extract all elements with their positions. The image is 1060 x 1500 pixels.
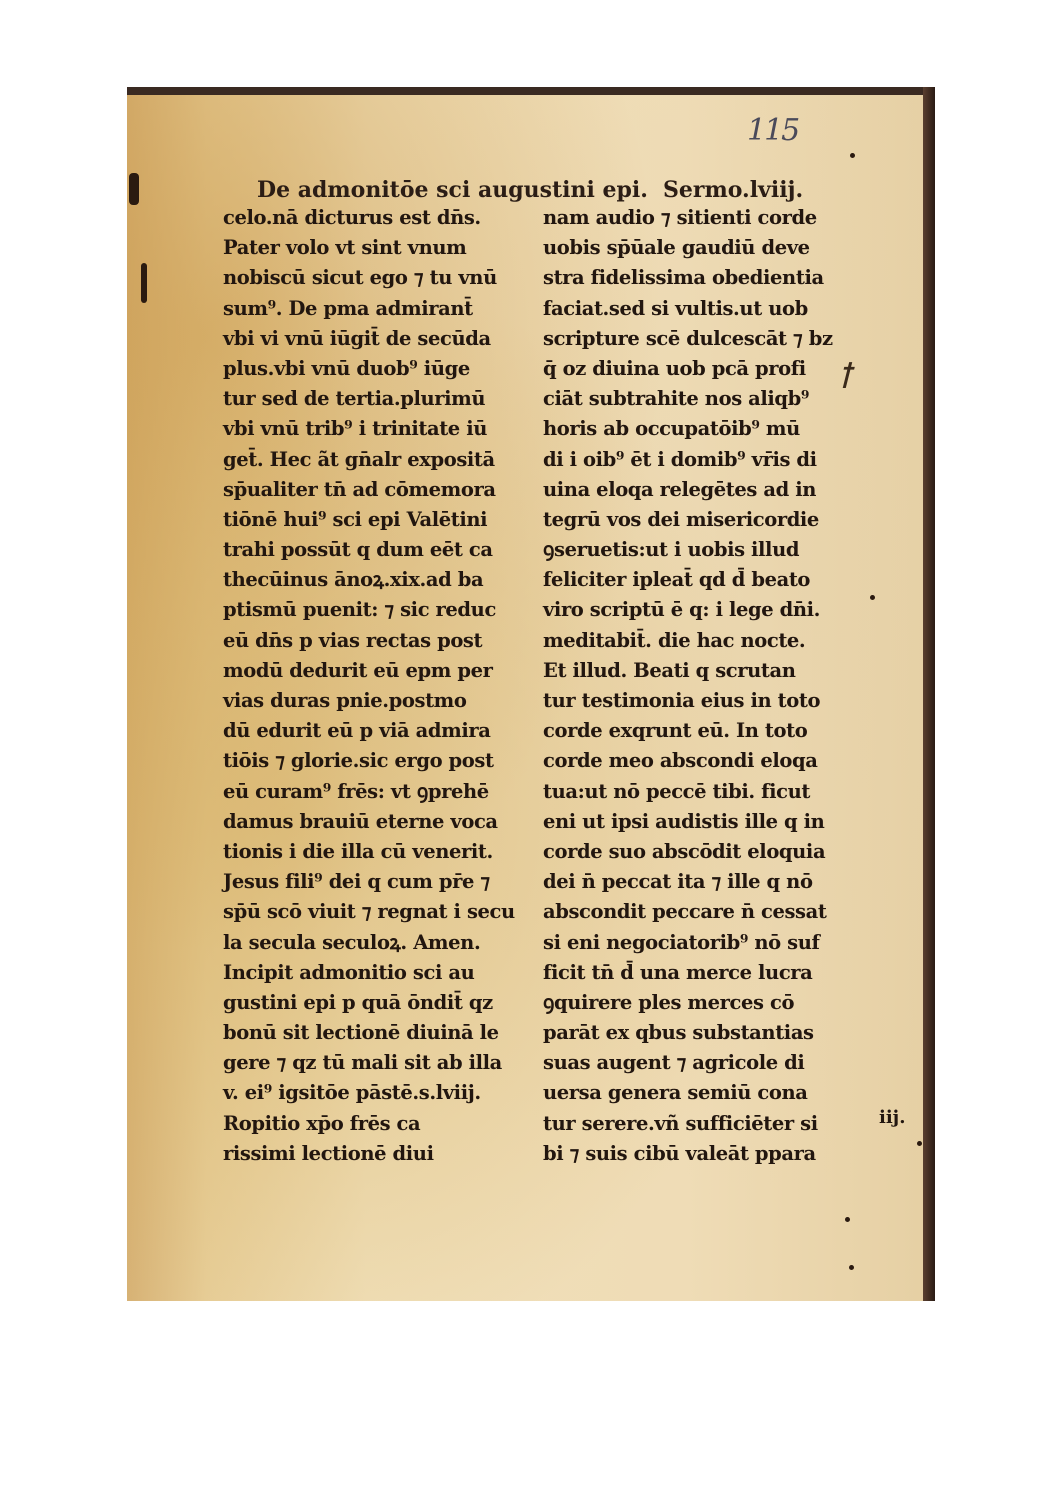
text-line: uersa genera semiū cona [543,1081,808,1105]
text-line: dei n̄ peccat ita ⁊ ille q nō [543,870,813,894]
text-line: scripture scē dulcescāt ⁊ bz [543,326,833,350]
text-line: tur testimonia eius in toto [543,689,821,712]
text-line: gustini epi p quā ōndit̄ qz [223,990,493,1014]
text-line: tur sed de tertia.plurimū [223,387,486,411]
text-line: meditabit̄. die hac nocte. [543,628,806,652]
text-line: vbi vi vnū iūgit̄ de secūda [223,326,491,350]
signature-mark: iij. [879,1107,906,1128]
text-line: horis ab occupatōib⁹ mū [543,417,800,441]
text-line: uina eloqa relegētes ad in [543,477,817,501]
ink-blot [141,263,147,303]
paper-leaf [127,95,923,1301]
text-line: rissimi lectionē diui [223,1141,434,1165]
text-line: eū dn̄s p vias rectas post [223,628,483,652]
text-line: ficit tn̄ d̄ una merce lucra [543,960,813,984]
wormhole [849,1265,854,1270]
ink-blot [129,173,139,205]
text-line: Ropitio xp̄o frēs ca [223,1111,421,1135]
text-line: Pater volo vt sint vnum [223,236,467,260]
text-line: celo.nā dicturus est dn̄s. [223,206,481,229]
text-line: v. ei⁹ igsitōe pāstē.s.lviij. [223,1081,481,1105]
text-line: plus.vbi vnū duob⁹ iūge [223,356,470,380]
text-line: dū edurit eū p viā admira [223,719,491,743]
text-line: ꝯquirere ples merces cō [543,990,795,1014]
text-line: Jesus fili⁹ dei q cum pr̄e ⁊ [223,870,490,894]
text-line: vias duras pnie.postmo [223,689,467,712]
text-line: sp̄ualiter tn̄ ad cōmemora [223,477,496,501]
wormhole [870,595,875,600]
text-line: tiōnē hui⁹ sci epi Valētini [223,507,488,531]
text-line: vbi vnū trib⁹ i trinitate iū [223,417,487,441]
text-line: faciat.sed si vultis.ut uob [543,296,808,320]
wormhole [850,153,855,158]
text-line: Incipit admonitio sci au [223,960,475,984]
text-line: eni ut ipsi audistis ille q in [543,809,825,833]
text-line: ciāt subtrahite nos aliqb⁹ [543,387,810,411]
wormhole [845,1217,850,1222]
text-line: corde suo abscōdit eloquia [543,839,826,863]
running-header-sermon: Sermo.lviij. [663,177,804,203]
margin-annotation: ꝉ [837,357,852,397]
folio-number: 115 [747,113,799,148]
text-line: ꝯseruetis:ut i uobis illud [543,538,800,562]
text-line: sum⁹. De pma admirant̄ [223,296,473,320]
text-line: corde meo abscondi eloqa [543,749,818,773]
text-line: tegrū vos dei misericordie [543,507,819,531]
text-line: nam audio ⁊ sitienti corde [543,206,817,229]
text-line: modū dedurit eū epm per [223,658,493,682]
text-column-left [223,203,533,1169]
wormhole [917,1141,922,1146]
text-line: bonū sit lectionē diuinā le [223,1021,499,1045]
scanned-page [127,87,935,1301]
text-line: corde exqrunt eū. In toto [543,719,808,743]
text-column-right [543,203,853,1169]
text-line: tiōis ⁊ glorie.sic ergo post [223,749,494,773]
text-line: trahi possūt q dum eēt ca [223,538,493,562]
text-line: di i oib⁹ ēt i domib⁹ vr̄is di [543,447,817,471]
text-line: get̄. Hec ãt gn̄alr expositā [223,447,495,471]
text-line: thecūinus ānoꝝ.xix.ad ba [223,568,484,592]
text-line: la secula seculoꝝ. Amen. [223,930,481,954]
text-line: Et illud. Beati q scrutan [543,658,796,682]
text-line: uobis sp̄ūale gaudiū deve [543,236,810,260]
text-line: tua:ut nō peccē tibi. ficut [543,779,811,803]
text-line: bi ⁊ suis cibū valeāt ppara [543,1141,816,1165]
text-line: tionis i die illa cū venerit. [223,839,493,863]
text-line: viro scriptū ē q: i lege dn̄i. [543,598,821,622]
text-line: feliciter ipleat̄ qd d̄ beato [543,568,811,592]
text-line: suas augent ⁊ agricole di [543,1051,805,1075]
text-line: ptismū puenit: ⁊ sic reduc [223,598,496,622]
text-line: abscondit peccare n̄ cessat [543,900,827,924]
text-line: nobiscū sicut ego ⁊ tu vnū [223,266,497,290]
text-line: q̄ oz diuina uob pcā profi [543,356,806,380]
text-line: eū curam⁹ frēs: vt ꝯprehē [223,779,489,803]
text-line: stra fidelissima obedientia [543,266,824,290]
page-edge [923,87,935,1301]
text-line: si eni negociatorib⁹ nō suf [543,930,820,954]
running-header-title: De admonitōe sci augustini epi. [257,177,648,203]
text-line: gere ⁊ qz tū mali sit ab illa [223,1051,502,1075]
text-line: parāt ex qbus substantias [543,1021,814,1045]
text-line: sp̄ū scō viuit ⁊ regnat i secu [223,900,515,924]
text-line: tur serere.vñ sufficiēter si [543,1111,818,1135]
text-line: damus brauiū eterne voca [223,809,498,833]
